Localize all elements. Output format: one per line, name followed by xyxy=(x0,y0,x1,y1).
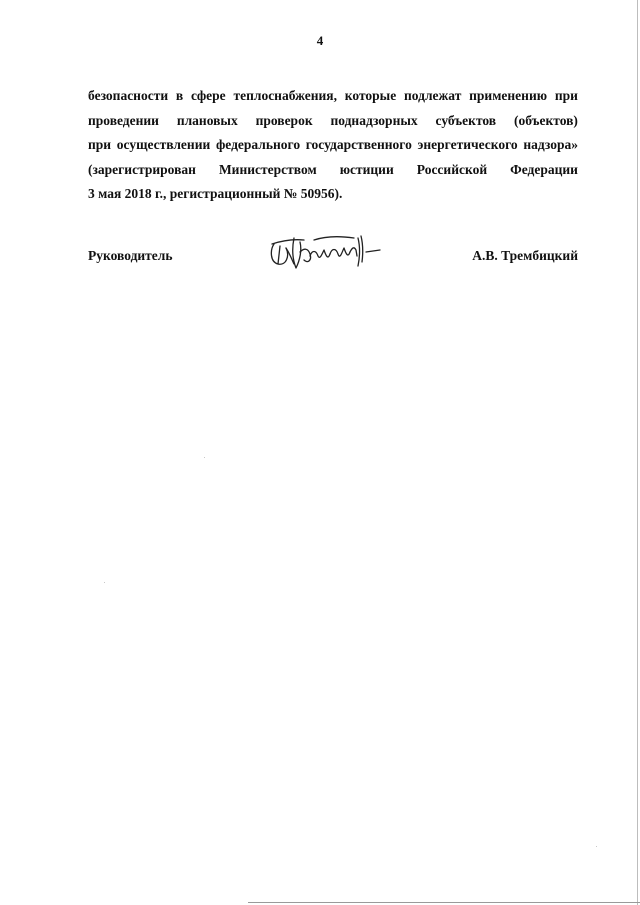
word: плановых xyxy=(176,112,238,128)
signatory-name: А.В. Трембицкий xyxy=(472,248,578,263)
word: которые xyxy=(344,88,397,103)
word: (зарегистрирован xyxy=(88,161,196,177)
word: проверок xyxy=(255,112,313,128)
word: энергетического xyxy=(417,137,518,152)
paragraph-line xyxy=(88,109,578,134)
paragraph-line xyxy=(88,158,578,183)
page-edge xyxy=(637,0,638,905)
word: при xyxy=(88,137,112,152)
scan-speck xyxy=(596,846,597,847)
word: сфере xyxy=(191,88,226,103)
word: государственного xyxy=(305,137,412,152)
word: Федерации xyxy=(510,161,578,177)
word: (объектов) xyxy=(513,112,578,128)
paragraph-last-line: 3 мая 2018 г., регистрационный № 50956). xyxy=(88,186,343,201)
word: проведении xyxy=(88,112,159,128)
body-paragraph xyxy=(88,84,578,207)
word: применению xyxy=(469,88,548,103)
word: юстиции xyxy=(339,161,394,177)
paragraph-line xyxy=(88,84,578,109)
paragraph-line xyxy=(88,133,578,158)
word: в xyxy=(175,88,184,103)
word: поднадзорных xyxy=(330,112,418,128)
word: безопасности xyxy=(88,88,169,103)
word: при xyxy=(554,88,578,103)
word: надзора» xyxy=(523,137,578,152)
word: Российской xyxy=(416,161,488,177)
scan-speck xyxy=(104,582,105,583)
paragraph-lines xyxy=(88,84,578,182)
word: осуществлении xyxy=(116,137,211,152)
word: теплоснабжения, xyxy=(233,88,337,103)
signatory-title: Руководитель xyxy=(88,248,173,263)
word: Министерством xyxy=(218,161,317,177)
scan-footer-line xyxy=(248,902,640,903)
word: подлежат xyxy=(403,88,462,103)
word: субъектов xyxy=(435,112,497,128)
handwritten-signature xyxy=(264,230,386,274)
page-number: 4 xyxy=(316,33,324,48)
scan-speck xyxy=(204,457,205,458)
word: федерального xyxy=(215,137,301,152)
